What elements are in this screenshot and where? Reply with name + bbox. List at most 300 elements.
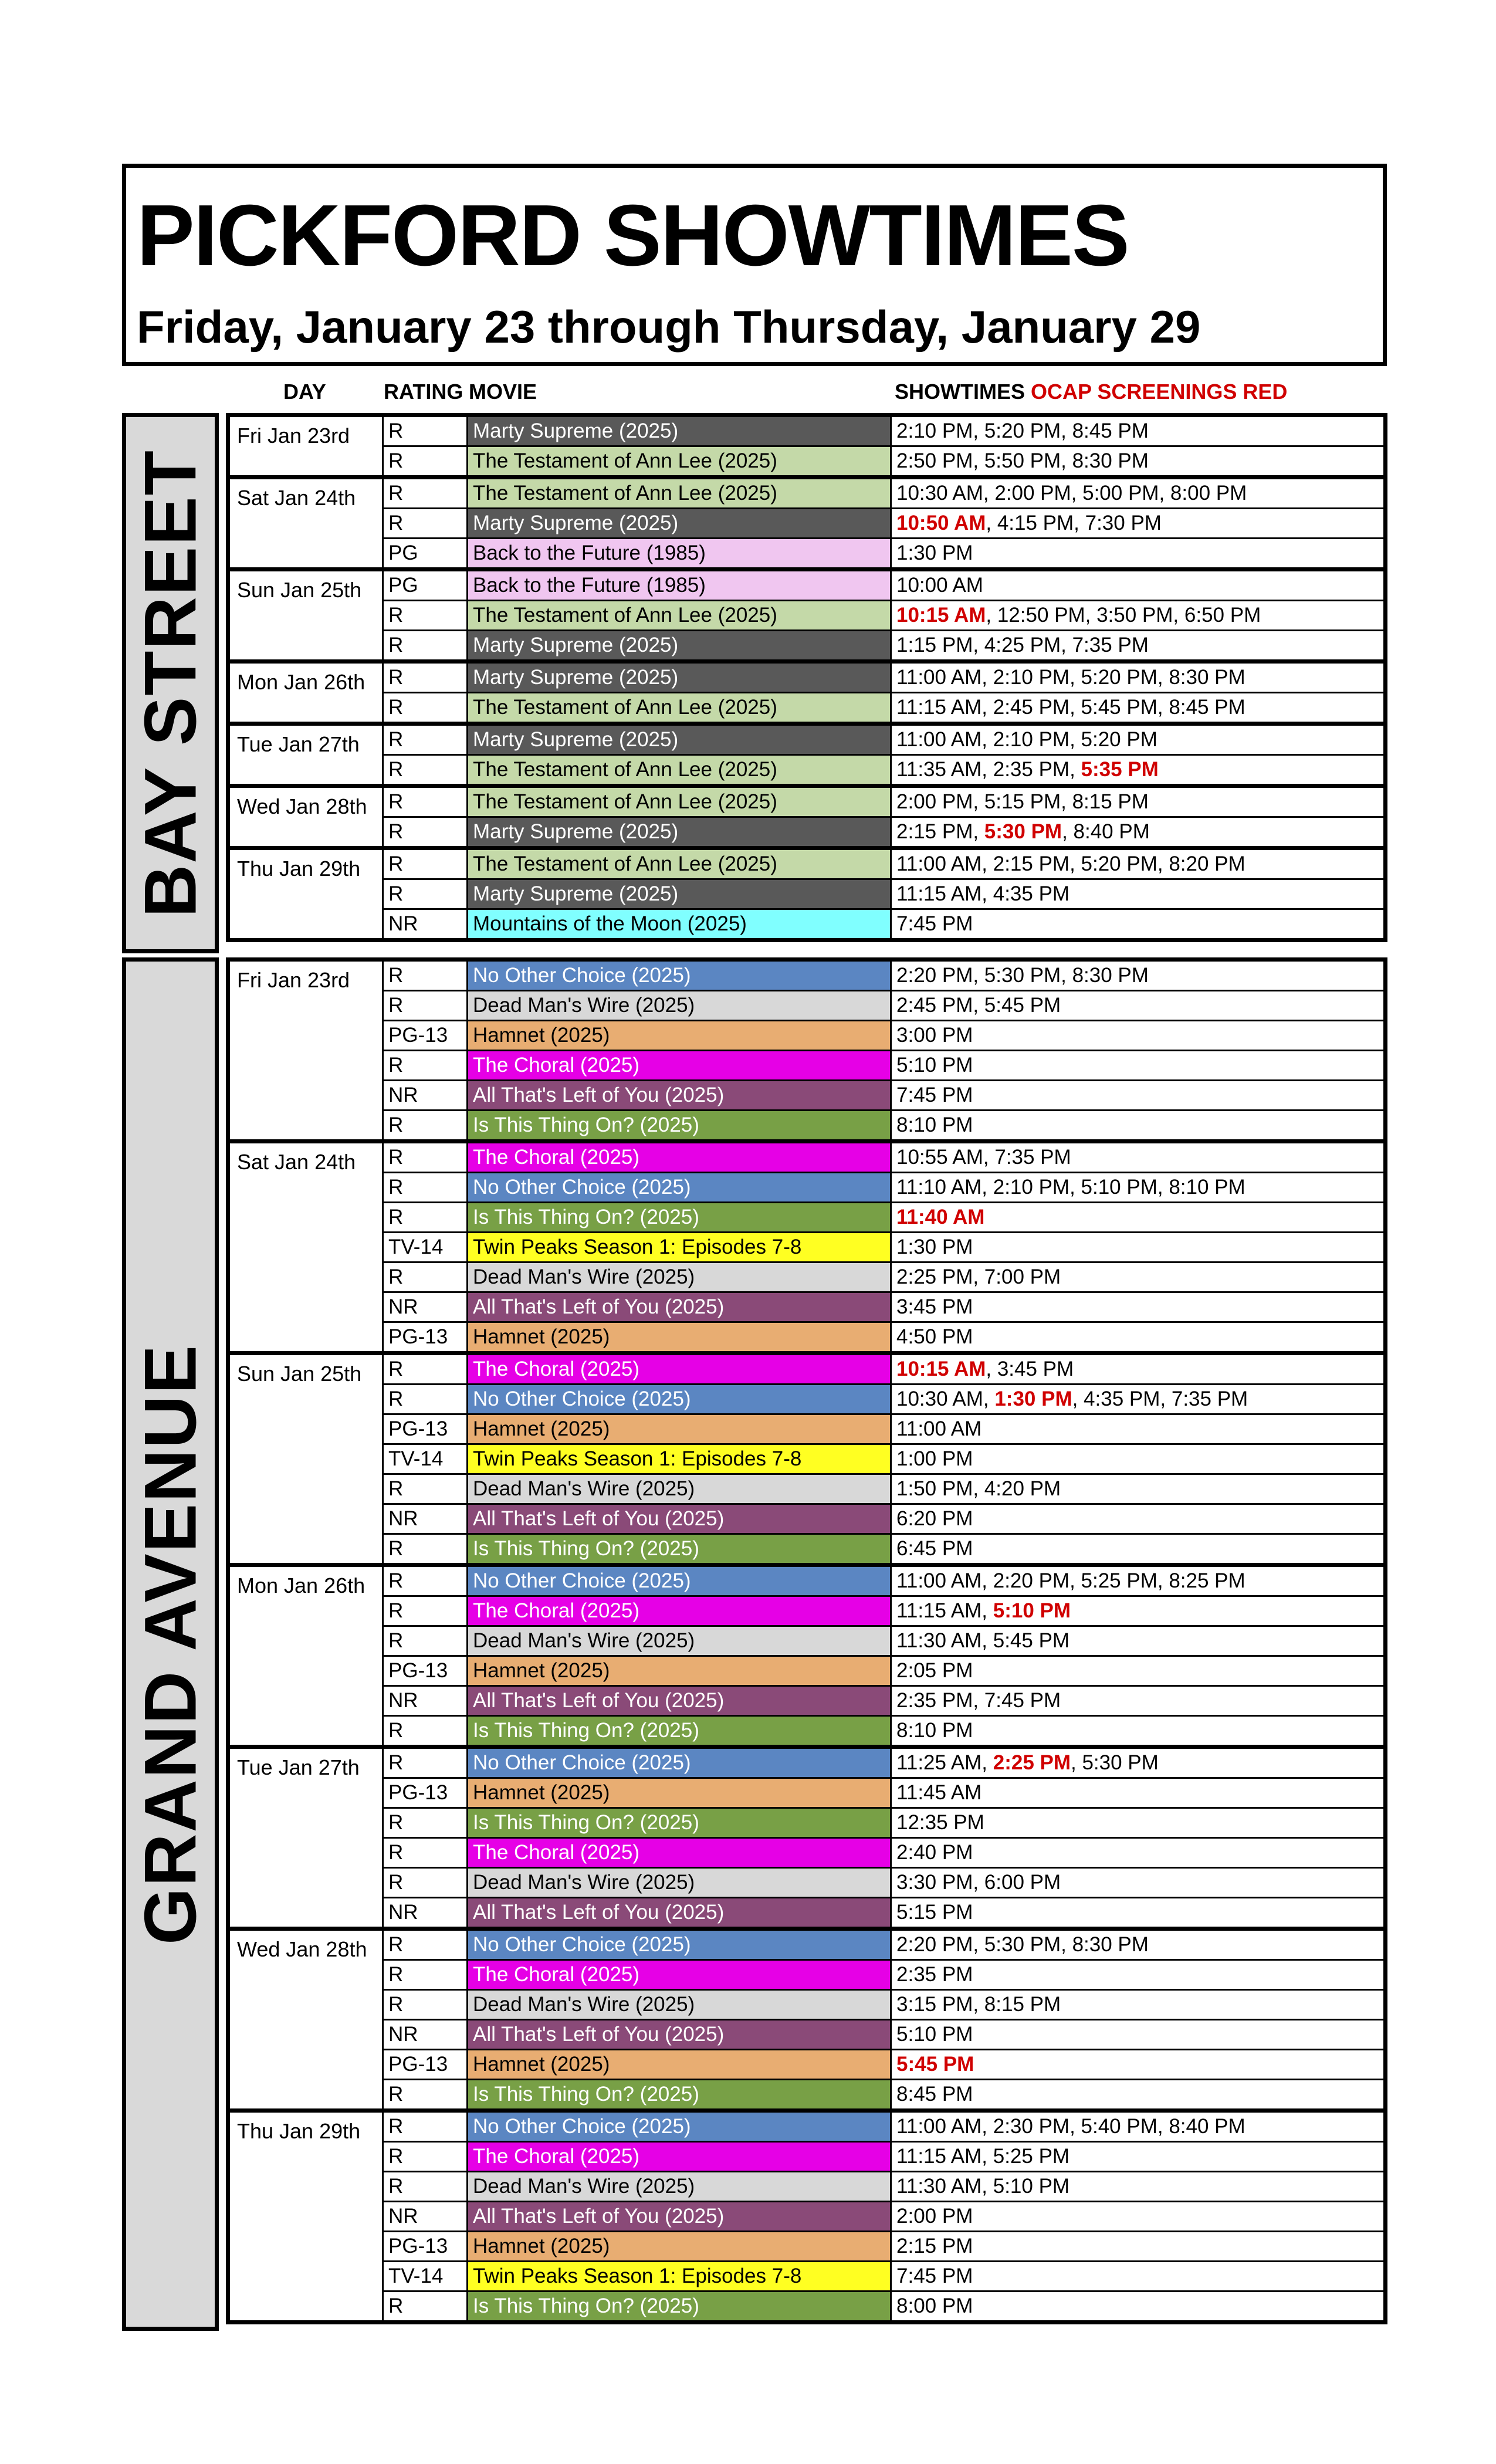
showtime-text: , 8:40 PM xyxy=(1062,820,1150,843)
showtime-text: 2:00 PM, 5:15 PM, 8:15 PM xyxy=(896,790,1149,813)
showtime-text: 11:25 AM, xyxy=(896,1751,993,1774)
rating-cell: PG-13 xyxy=(384,1415,468,1443)
table-row xyxy=(384,1261,1383,1291)
showtimes-cell xyxy=(892,1293,1383,1321)
table-row xyxy=(384,1567,1383,1595)
table-row xyxy=(384,878,1383,908)
showtime-text: 11:15 AM, 4:35 PM xyxy=(896,882,1070,905)
showtimes-cell xyxy=(892,1505,1383,1533)
showtime-text: , 4:35 PM, 7:35 PM xyxy=(1072,1387,1248,1410)
table-row xyxy=(384,788,1383,816)
showtime-text: , 5:30 PM xyxy=(1071,1751,1159,1774)
table-row xyxy=(384,1172,1383,1201)
rating-cell: R xyxy=(384,664,468,692)
day-group xyxy=(230,1139,1383,1351)
day-column-header: DAY xyxy=(283,380,326,404)
table-row xyxy=(384,2113,1383,2141)
movie-cell: Dead Man's Wire (2025) xyxy=(468,1263,892,1291)
table-row xyxy=(384,2079,1383,2108)
showtimes-cell xyxy=(892,910,1383,938)
rating-cell: NR xyxy=(384,1898,468,1927)
movie-cell: The Testament of Ann Lee (2025) xyxy=(468,447,892,475)
showtime-text: 8:10 PM xyxy=(896,1719,973,1742)
showtimes-cell xyxy=(892,1355,1383,1383)
table-row xyxy=(384,2049,1383,2079)
movie-cell: No Other Choice (2025) xyxy=(468,1385,892,1413)
table-row xyxy=(384,1503,1383,1533)
movie-cell: The Choral (2025) xyxy=(468,2143,892,2171)
table-row xyxy=(384,537,1383,567)
screening-rows xyxy=(384,1143,1383,1351)
showtimes-cell xyxy=(892,756,1383,784)
showtime-text: 11:00 AM, 2:30 PM, 5:40 PM, 8:40 PM xyxy=(896,2115,1245,2138)
table-row xyxy=(384,1595,1383,1625)
rating-cell: NR xyxy=(384,1505,468,1533)
movie-cell: Marty Supreme (2025) xyxy=(468,417,892,445)
table-row xyxy=(384,1931,1383,1959)
movie-cell: Dead Man's Wire (2025) xyxy=(468,991,892,1020)
movie-cell: Mountains of the Moon (2025) xyxy=(468,910,892,938)
movie-cell: Hamnet (2025) xyxy=(468,2050,892,2079)
table-row xyxy=(384,2201,1383,2231)
movie-cell: The Choral (2025) xyxy=(468,1355,892,1383)
showtime-text: 3:45 PM xyxy=(896,1295,973,1318)
day-label: Mon Jan 26th xyxy=(230,1567,384,1745)
rating-cell: PG-13 xyxy=(384,1657,468,1685)
showtimes-cell xyxy=(892,850,1383,878)
movie-cell: All That's Left of You (2025) xyxy=(468,1687,892,1715)
movie-cell: The Testament of Ann Lee (2025) xyxy=(468,479,892,507)
movie-cell: Hamnet (2025) xyxy=(468,1323,892,1351)
showtimes-cell xyxy=(892,2292,1383,2320)
table-row xyxy=(384,1413,1383,1443)
movie-cell: All That's Left of You (2025) xyxy=(468,2020,892,2049)
day-group xyxy=(230,1351,1383,1563)
ocap-showtime: 2:25 PM xyxy=(993,1751,1071,1774)
movie-cell: The Testament of Ann Lee (2025) xyxy=(468,756,892,784)
day-group xyxy=(230,846,1383,938)
showtimes-cell xyxy=(892,509,1383,537)
table-row xyxy=(384,1685,1383,1715)
rating-cell: R xyxy=(384,1535,468,1563)
showtime-text: 8:00 PM xyxy=(896,2294,973,2317)
movie-cell: Dead Man's Wire (2025) xyxy=(468,1627,892,1655)
table-row xyxy=(384,629,1383,659)
day-group xyxy=(230,1563,1383,1745)
showtime-text: 11:35 AM, 2:35 PM, xyxy=(896,758,1081,781)
table-row xyxy=(384,1109,1383,1139)
rating-cell: R xyxy=(384,2143,468,2171)
table-row xyxy=(384,479,1383,507)
showtimes-cell xyxy=(892,1263,1383,1291)
rating-cell: R xyxy=(384,1809,468,1837)
day-label: Fri Jan 23rd xyxy=(230,417,384,475)
showtimes-cell xyxy=(892,1627,1383,1655)
showtimes-cell xyxy=(892,1051,1383,1079)
column-headers xyxy=(0,380,1496,404)
rating-cell: R xyxy=(384,962,468,990)
section-table-bay-street xyxy=(226,413,1387,942)
showtimes-cell xyxy=(892,1839,1383,1867)
ocap-showtime: 5:45 PM xyxy=(896,2053,974,2076)
showtime-text: 1:30 PM xyxy=(896,1236,973,1258)
screening-rows xyxy=(384,1749,1383,1927)
screening-rows xyxy=(384,1931,1383,2108)
day-label: Sun Jan 25th xyxy=(230,1355,384,1563)
movie-cell: Twin Peaks Season 1: Episodes 7-8 xyxy=(468,2262,892,2290)
showtimes-cell xyxy=(892,726,1383,754)
day-label: Sat Jan 24th xyxy=(230,479,384,567)
table-row xyxy=(384,816,1383,846)
rating-cell: R xyxy=(384,2080,468,2108)
day-label: Sat Jan 24th xyxy=(230,1143,384,1351)
showtimes-cell xyxy=(892,818,1383,846)
table-row xyxy=(384,2290,1383,2320)
showtime-text: , 3:45 PM xyxy=(986,1358,1074,1380)
rating-cell: R xyxy=(384,479,468,507)
rating-cell: NR xyxy=(384,1081,468,1109)
showtime-text: 7:45 PM xyxy=(896,1084,973,1106)
rating-cell: TV-14 xyxy=(384,1233,468,1261)
day-group xyxy=(230,2108,1383,2320)
rating-cell: R xyxy=(384,1961,468,1989)
showtimes-cell xyxy=(892,539,1383,567)
movie-cell: Dead Man's Wire (2025) xyxy=(468,1869,892,1897)
table-row xyxy=(384,1231,1383,1261)
showtimes-cell xyxy=(892,2232,1383,2260)
movie-cell: All That's Left of You (2025) xyxy=(468,1081,892,1109)
section-label-bay-street xyxy=(122,413,219,953)
screening-rows xyxy=(384,417,1383,475)
rating-cell: NR xyxy=(384,1293,468,1321)
rating-cell: PG-13 xyxy=(384,1779,468,1807)
rating-cell: NR xyxy=(384,1687,468,1715)
table-row xyxy=(384,962,1383,990)
movie-cell: Is This Thing On? (2025) xyxy=(468,1203,892,1231)
ocap-showtime: 5:10 PM xyxy=(993,1599,1071,1622)
ocap-note: OCAP SCREENINGS RED xyxy=(1031,380,1288,404)
rating-cell: R xyxy=(384,756,468,784)
showtime-text: 2:00 PM xyxy=(896,2205,973,2228)
day-label: Thu Jan 29th xyxy=(230,850,384,938)
showtimes-cell xyxy=(892,962,1383,990)
movie-cell: Twin Peaks Season 1: Episodes 7-8 xyxy=(468,1445,892,1473)
movie-cell: Hamnet (2025) xyxy=(468,2232,892,2260)
movie-cell: Back to the Future (1985) xyxy=(468,571,892,600)
table-row xyxy=(384,1655,1383,1685)
showtime-text: 2:15 PM, xyxy=(896,820,984,843)
rating-cell: R xyxy=(384,693,468,722)
day-label: Fri Jan 23rd xyxy=(230,962,384,1139)
rating-cell: R xyxy=(384,1203,468,1231)
showtimes-cell xyxy=(892,1021,1383,1050)
table-row xyxy=(384,600,1383,629)
movie-cell: All That's Left of You (2025) xyxy=(468,1293,892,1321)
showtimes-cell xyxy=(892,1081,1383,1109)
movie-cell: Is This Thing On? (2025) xyxy=(468,1717,892,1745)
showtimes-cell xyxy=(892,2172,1383,2201)
rating-cell: R xyxy=(384,1717,468,1745)
screening-rows xyxy=(384,2113,1383,2320)
rating-cell: PG-13 xyxy=(384,2232,468,2260)
movie-cell: The Testament of Ann Lee (2025) xyxy=(468,788,892,816)
showtimes-cell xyxy=(892,1991,1383,2019)
ocap-showtime: 10:50 AM xyxy=(896,512,986,534)
table-row xyxy=(384,1443,1383,1473)
showtime-text: 11:10 AM, 2:10 PM, 5:10 PM, 8:10 PM xyxy=(896,1176,1245,1199)
page-subtitle: Friday, January 23 through Thursday, January 29 xyxy=(137,301,1201,353)
showtimes-cell xyxy=(892,1779,1383,1807)
showtime-text: 2:50 PM, 5:50 PM, 8:30 PM xyxy=(896,449,1149,472)
section-label-grand-avenue xyxy=(122,957,219,2331)
rating-cell: R xyxy=(384,1355,468,1383)
day-label: Mon Jan 26th xyxy=(230,664,384,722)
movie-cell: All That's Left of You (2025) xyxy=(468,1505,892,1533)
table-row xyxy=(384,1533,1383,1563)
showtime-text: 11:15 AM, xyxy=(896,1599,993,1622)
movie-cell: Is This Thing On? (2025) xyxy=(468,1809,892,1837)
rating-cell: PG-13 xyxy=(384,1323,468,1351)
table-row xyxy=(384,2141,1383,2171)
ocap-showtime: 10:15 AM xyxy=(896,604,986,627)
rating-cell: R xyxy=(384,1627,468,1655)
showtime-text: 3:30 PM, 6:00 PM xyxy=(896,1871,1061,1894)
showtime-text: 8:45 PM xyxy=(896,2083,973,2106)
table-row xyxy=(384,1749,1383,1777)
rating-cell: R xyxy=(384,2292,468,2320)
rating-cell: R xyxy=(384,1173,468,1201)
movie-cell: No Other Choice (2025) xyxy=(468,1931,892,1959)
table-row xyxy=(384,1807,1383,1837)
movie-cell: Marty Supreme (2025) xyxy=(468,880,892,908)
screening-rows xyxy=(384,571,1383,659)
movie-cell: Marty Supreme (2025) xyxy=(468,818,892,846)
day-group xyxy=(230,1745,1383,1927)
showtimes-cell xyxy=(892,664,1383,692)
showtime-text: 11:00 AM, 2:15 PM, 5:20 PM, 8:20 PM xyxy=(896,852,1245,875)
table-row xyxy=(384,1473,1383,1503)
table-row xyxy=(384,1383,1383,1413)
showtimes-cell xyxy=(892,1657,1383,1685)
movie-cell: The Testament of Ann Lee (2025) xyxy=(468,601,892,629)
showtimes-cell xyxy=(892,571,1383,600)
screening-rows xyxy=(384,788,1383,846)
screening-rows xyxy=(384,664,1383,722)
table-row xyxy=(384,850,1383,878)
day-group xyxy=(230,722,1383,784)
rating-cell: R xyxy=(384,447,468,475)
rating-cell: R xyxy=(384,1567,468,1595)
showtimes-cell xyxy=(892,1749,1383,1777)
movie-cell: All That's Left of You (2025) xyxy=(468,2202,892,2231)
table-row xyxy=(384,1020,1383,1050)
rating-cell: R xyxy=(384,1931,468,1959)
movie-cell: The Choral (2025) xyxy=(468,1839,892,1867)
movie-cell: No Other Choice (2025) xyxy=(468,1567,892,1595)
screening-rows xyxy=(384,726,1383,784)
ocap-showtime: 1:30 PM xyxy=(994,1387,1072,1410)
day-group xyxy=(230,962,1383,1139)
showtimes-cell xyxy=(892,417,1383,445)
day-group xyxy=(230,567,1383,659)
rating-cell: R xyxy=(384,991,468,1020)
rating-cell: R xyxy=(384,509,468,537)
showtimes-cell xyxy=(892,1869,1383,1897)
showtimes-cell xyxy=(892,1898,1383,1927)
showtimes-cell xyxy=(892,1931,1383,1959)
table-row xyxy=(384,2019,1383,2049)
showtimes-cell xyxy=(892,2143,1383,2171)
page-title: PICKFORD SHOWTIMES xyxy=(137,187,1129,284)
section-name: BAY STREET xyxy=(130,449,211,918)
rating-cell: NR xyxy=(384,910,468,938)
rating-cell: R xyxy=(384,788,468,816)
movie-cell: Twin Peaks Season 1: Episodes 7-8 xyxy=(468,1233,892,1261)
showtimes-label: SHOWTIMES xyxy=(895,380,1025,404)
table-row xyxy=(384,692,1383,722)
showtimes-cell xyxy=(892,1567,1383,1595)
table-row xyxy=(384,1989,1383,2019)
rating-cell: R xyxy=(384,1051,468,1079)
table-row xyxy=(384,1867,1383,1897)
showtimes-cell xyxy=(892,788,1383,816)
showtime-text: 2:10 PM, 5:20 PM, 8:45 PM xyxy=(896,419,1149,442)
day-label: Wed Jan 28th xyxy=(230,788,384,846)
movie-cell: Dead Man's Wire (2025) xyxy=(468,1991,892,2019)
movie-cell: Dead Man's Wire (2025) xyxy=(468,2172,892,2201)
table-row xyxy=(384,2171,1383,2201)
movie-cell: Is This Thing On? (2025) xyxy=(468,2080,892,2108)
rating-cell: R xyxy=(384,1749,468,1777)
rating-cell: R xyxy=(384,1475,468,1503)
showtimes-cell xyxy=(892,880,1383,908)
showtime-text: 10:30 AM, 2:00 PM, 5:00 PM, 8:00 PM xyxy=(896,482,1247,505)
showtime-text: 10:55 AM, 7:35 PM xyxy=(896,1146,1071,1169)
rating-cell: R xyxy=(384,726,468,754)
rating-cell: R xyxy=(384,631,468,659)
showtimes-cell xyxy=(892,2113,1383,2141)
showtimes-cell xyxy=(892,1717,1383,1745)
table-row xyxy=(384,1355,1383,1383)
movie-cell: Is This Thing On? (2025) xyxy=(468,2292,892,2320)
showtime-text: 1:15 PM, 4:25 PM, 7:35 PM xyxy=(896,634,1149,656)
day-label: Sun Jan 25th xyxy=(230,571,384,659)
rating-cell: R xyxy=(384,1111,468,1139)
showtime-text: 2:45 PM, 5:45 PM xyxy=(896,994,1061,1017)
showtimes-cell xyxy=(892,479,1383,507)
screening-rows xyxy=(384,962,1383,1139)
day-label: Tue Jan 27th xyxy=(230,726,384,784)
showtimes-cell xyxy=(892,1445,1383,1473)
table-row xyxy=(384,1897,1383,1927)
table-row xyxy=(384,1143,1383,1172)
movie-cell: Back to the Future (1985) xyxy=(468,539,892,567)
showtime-text: 2:40 PM xyxy=(896,1841,973,1864)
movie-cell: No Other Choice (2025) xyxy=(468,1749,892,1777)
showtimes-cell xyxy=(892,1385,1383,1413)
table-row xyxy=(384,1715,1383,1745)
movie-cell: The Testament of Ann Lee (2025) xyxy=(468,693,892,722)
showtime-text: 3:15 PM, 8:15 PM xyxy=(896,1993,1061,2016)
showtimes-cell xyxy=(892,1597,1383,1625)
rating-cell: R xyxy=(384,2113,468,2141)
showtime-text: 11:30 AM, 5:10 PM xyxy=(896,2175,1070,2198)
rating-cell: TV-14 xyxy=(384,1445,468,1473)
table-row xyxy=(384,417,1383,445)
showtime-text: , 12:50 PM, 3:50 PM, 6:50 PM xyxy=(986,604,1261,627)
movie-cell: The Testament of Ann Lee (2025) xyxy=(468,850,892,878)
showtime-text: 5:10 PM xyxy=(896,1054,973,1077)
table-row xyxy=(384,1321,1383,1351)
table-row xyxy=(384,1837,1383,1867)
showtime-text: 11:15 AM, 2:45 PM, 5:45 PM, 8:45 PM xyxy=(896,696,1245,719)
movie-cell: Hamnet (2025) xyxy=(468,1779,892,1807)
rating-cell: NR xyxy=(384,2020,468,2049)
showtimes-cell xyxy=(892,1475,1383,1503)
movie-cell: Hamnet (2025) xyxy=(468,1657,892,1685)
day-label: Thu Jan 29th xyxy=(230,2113,384,2320)
table-row xyxy=(384,507,1383,537)
rating-cell: R xyxy=(384,850,468,878)
showtime-text: 1:00 PM xyxy=(896,1447,973,1470)
table-row xyxy=(384,2231,1383,2260)
showtime-text: 2:05 PM xyxy=(896,1659,973,1682)
rating-cell: PG xyxy=(384,539,468,567)
showtimes-cell xyxy=(892,2262,1383,2290)
showtime-text: 8:10 PM xyxy=(896,1113,973,1136)
showtime-text: , 4:15 PM, 7:30 PM xyxy=(986,512,1162,534)
rating-cell: R xyxy=(384,1991,468,2019)
movie-cell: No Other Choice (2025) xyxy=(468,1173,892,1201)
screening-rows xyxy=(384,850,1383,938)
showtime-text: 2:20 PM, 5:30 PM, 8:30 PM xyxy=(896,964,1149,987)
showtime-text: 5:15 PM xyxy=(896,1901,973,1924)
showtime-text: 11:00 AM xyxy=(896,1417,982,1440)
showtime-text: 10:30 AM, xyxy=(896,1387,995,1410)
showtime-text: 2:35 PM xyxy=(896,1963,973,1986)
showtimes-cell xyxy=(892,1961,1383,1989)
screening-rows xyxy=(384,479,1383,567)
showtime-text: 1:50 PM, 4:20 PM xyxy=(896,1477,1061,1500)
ocap-showtime: 5:30 PM xyxy=(984,820,1062,843)
day-group xyxy=(230,1927,1383,2108)
rating-cell: R xyxy=(384,417,468,445)
table-row xyxy=(384,1291,1383,1321)
table-row xyxy=(384,1959,1383,1989)
movie-cell: Hamnet (2025) xyxy=(468,1415,892,1443)
showtimes-cell xyxy=(892,1111,1383,1139)
table-row xyxy=(384,1050,1383,1079)
table-row xyxy=(384,1625,1383,1655)
showtime-text: 2:25 PM, 7:00 PM xyxy=(896,1265,1061,1288)
rating-cell: R xyxy=(384,1263,468,1291)
movie-column-header: MOVIE xyxy=(469,380,537,404)
table-row xyxy=(384,990,1383,1020)
showtime-text: 11:15 AM, 5:25 PM xyxy=(896,2145,1070,2168)
showtime-text: 6:45 PM xyxy=(896,1537,973,1560)
showtime-text: 11:30 AM, 5:45 PM xyxy=(896,1629,1070,1652)
movie-cell: No Other Choice (2025) xyxy=(468,962,892,990)
showtimes-cell xyxy=(892,631,1383,659)
movie-cell: Marty Supreme (2025) xyxy=(468,664,892,692)
table-row xyxy=(384,1777,1383,1807)
rating-cell: R xyxy=(384,1385,468,1413)
showtime-text: 12:35 PM xyxy=(896,1811,984,1834)
movie-cell: Is This Thing On? (2025) xyxy=(468,1535,892,1563)
showtime-text: 10:00 AM xyxy=(896,574,983,597)
showtimes-cell xyxy=(892,1233,1383,1261)
showtimes-cell xyxy=(892,2202,1383,2231)
